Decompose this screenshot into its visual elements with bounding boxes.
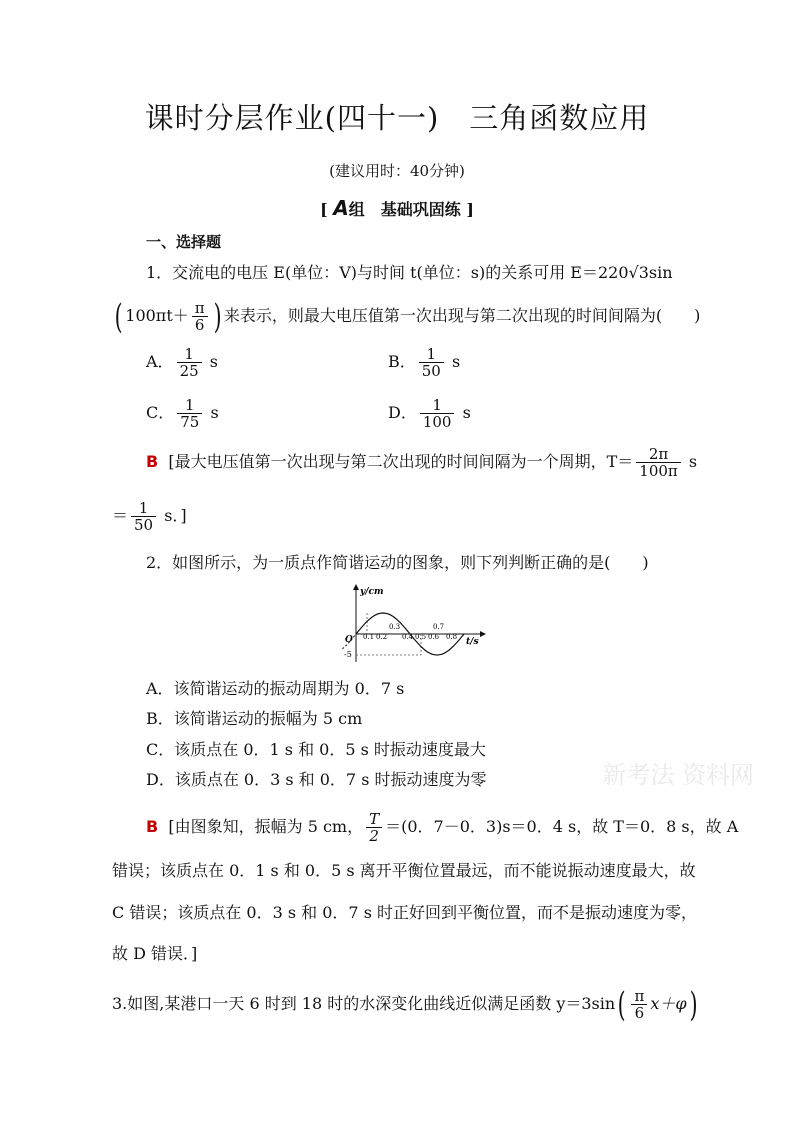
suggested-time: (建议用时：40分钟) [329, 162, 465, 180]
q1-explanation-line2: ＝ $\frac{1}{50}$ s．] [112, 499, 187, 534]
tick-label: 0.1 [363, 633, 375, 641]
watermark: 新考法 资料网 [602, 761, 754, 789]
q2-explanation-line3: C 错误；该质点在 0．3 s 和 0．7 s 时正好回到平衡位置，而不是振动速度为零， [112, 903, 697, 922]
q2-option-c: C．该质点在 0．1 s 和 0．5 s 时振动速度最大 [146, 740, 486, 759]
q2-option-d: D．该质点在 0．3 s 和 0．7 s 时振动速度为零 [146, 770, 487, 789]
y-axis-label: y/cm [360, 587, 384, 597]
q2-option-b: B．该简谐运动的振幅为 5 cm [146, 709, 363, 728]
tick-label: 0.7 [433, 623, 445, 631]
t-axis-arrow [480, 631, 486, 637]
shm-graph [336, 582, 486, 666]
tick-label: 0.6 [428, 633, 440, 641]
origin-label: O [345, 635, 353, 645]
q1-stem-line1: 1．交流电的电压 E(单位：V)与时间 t(单位：s)的关系可用 E＝220√3sin [146, 263, 673, 282]
q2-option-a: A．该简谐运动的振动周期为 0．7 s [146, 679, 405, 698]
q2-explanation-line1: B [由图象知，振幅为 5 cm， $\frac{T}{2}$ ＝(0．7－0．3)s＝0．4 s，故 T＝0．8 s，故 A [146, 810, 739, 845]
section-heading: 一、选择题 [146, 233, 222, 251]
q1-option-c: C． $\frac{1}{75}$ s [146, 396, 219, 431]
tick-label: 0.5 [415, 633, 427, 641]
q1-answer: B [146, 452, 159, 471]
q2-answer: B [146, 817, 159, 836]
t-axis-label: t/s [466, 637, 479, 647]
q1-stem-line2: ( 100πt＋ $\frac{\pi}{6}$ ) 来表示，则最大电压值第一次出现与第二次出现的时间间隔为( ) [114, 296, 701, 337]
q1-option-b: B． $\frac{1}{50}$ s [388, 345, 461, 380]
q2-explanation-line4: 故 D 错误．] [112, 944, 198, 963]
tick-label: 0.8 [446, 633, 458, 641]
q1-explanation-line1: B [最大电压值第一次出现与第二次出现的时间间隔为一个周期，T＝ $\frac{2\pi}{100\pi}$ s [146, 445, 698, 480]
group-heading: [ A组 基础巩固练 ] [320, 196, 474, 220]
q1-option-a: A． $\frac{1}{25}$ s [146, 345, 218, 380]
q3-stem: 3.如图,某港口一天 6 时到 18 时的水深变化曲线近似满足函数 y＝3sin( $\frac{\pi}{6}$ x＋φ) [112, 984, 698, 1025]
page-title: 课时分层作业(四十一) 三角函数应用 [144, 101, 650, 135]
q1-option-d: D． $\frac{1}{100}$ s [388, 396, 471, 431]
y-axis-arrow [353, 584, 359, 590]
tick-label: 0.3 [389, 623, 401, 631]
q2-explanation-line2: 错误；该质点在 0．1 s 和 0．5 s 离开平衡位置最远，而不能说振动速度最大，故 [112, 861, 696, 880]
q2-stem: 2．如图所示，为一质点作简谐运动的图象，则下列判断正确的是( ) [146, 553, 649, 572]
tick-label: 0.2 [376, 633, 388, 641]
neg-amplitude-label: -5 [344, 650, 352, 659]
tick-label: 0.4 [402, 633, 414, 641]
